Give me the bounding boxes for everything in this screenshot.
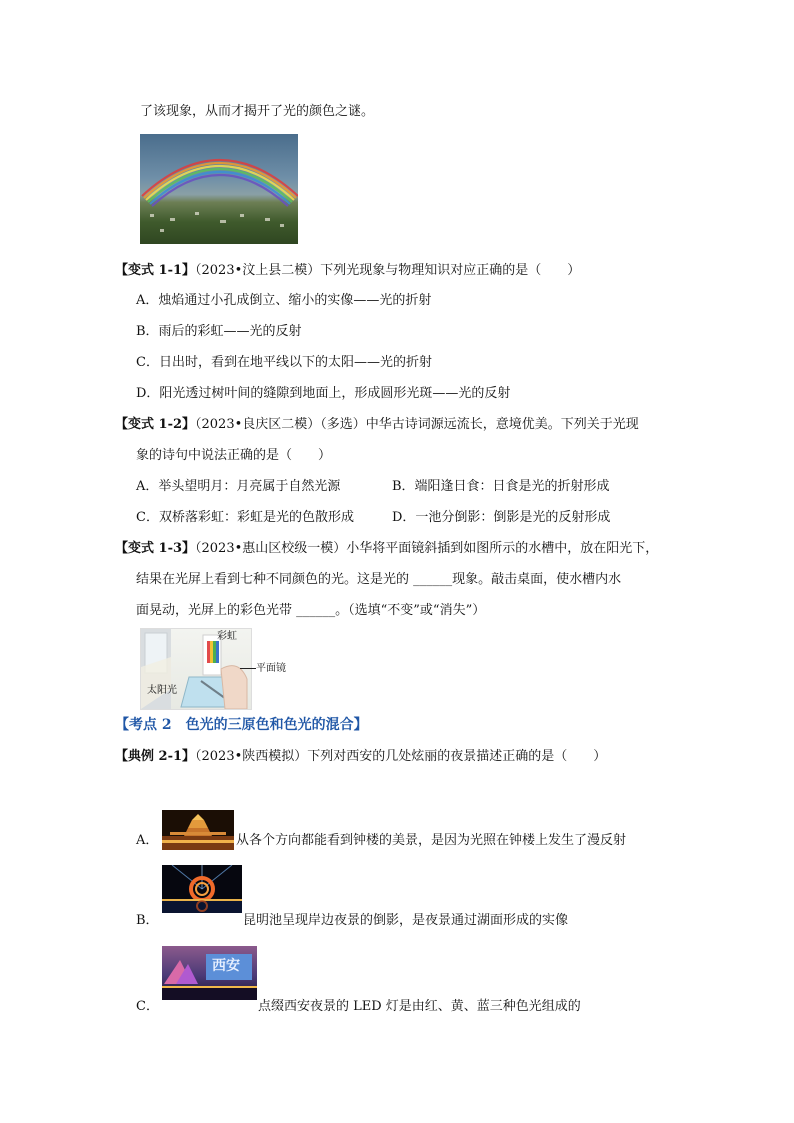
option-a: A．烛焰通过小孔成倒立、缩小的实像——光的折射 <box>136 293 432 308</box>
mirror-leader-line <box>240 668 256 669</box>
kunming-pool-drawing <box>162 865 242 913</box>
water-tank-figure <box>140 628 252 710</box>
option-a-text: 从各个方向都能看到钟楼的美景，是因为光照在钟楼上发生了漫反射 <box>236 833 627 848</box>
option-b-text: 昆明池呈现岸边夜景的倒影，是夜景通过湖面形成的实像 <box>243 913 569 928</box>
question-stem-line2: 象的诗句中说法正确的是（ ） <box>136 448 332 463</box>
question-stem: （2023•陕西模拟）下列对西安的几处炫丽的夜景描述正确的是（ ） <box>195 749 607 764</box>
question-1-3 <box>115 540 658 558</box>
bell-tower-photo <box>162 810 234 850</box>
question-tag: 【典例 2-1】 <box>115 749 196 764</box>
question-stem: （2023•汶上县二模）下列光现象与物理知识对应正确的是（ ） <box>195 263 581 278</box>
question-1-2 <box>115 416 639 434</box>
rainbow-drawing <box>140 134 298 244</box>
question-tag: 【变式 1-3】 <box>115 541 196 556</box>
intro-text: 了该现象，从而才揭开了光的颜色之谜。 <box>140 104 375 119</box>
question-stem-line3: 面晃动，光屏上的彩色光带 ______。（选填“不变”或“消失”） <box>136 603 486 618</box>
question-stem-line2: 结果在光屏上看到七种不同颜色的光。这是光的 ______现象。敲击桌面，使水槽内水 <box>136 572 622 587</box>
question-tag: 【变式 1-1】 <box>115 263 196 278</box>
xian-sign: 西安 <box>212 958 240 974</box>
option-a-letter: A． <box>136 833 159 848</box>
option-c: C．双桥落彩虹：彩虹是光的色散形成 <box>136 510 354 525</box>
question-stem-line1: （2023•惠山区校级一模）小华将平面镜斜插到如图所示的水槽中，放在阳光下， <box>195 541 659 556</box>
label-mirror: 平面镜 <box>256 663 286 674</box>
question-2-1 <box>115 748 606 766</box>
bell-tower-drawing <box>162 810 234 850</box>
question-1-1 <box>115 262 580 280</box>
label-rainbow: 彩虹 <box>217 631 237 642</box>
section-heading: 【考点 2 色光的三原色和色光的混合】 <box>115 717 368 733</box>
kunming-pool-photo <box>162 865 242 913</box>
option-b: B．端阳逢日食：日食是光的折射形成 <box>392 479 610 494</box>
option-a: A．举头望明月：月亮属于自然光源 <box>136 479 341 494</box>
xian-led-drawing <box>162 946 257 1000</box>
label-sunlight: 太阳光 <box>147 685 177 696</box>
option-c-letter: C． <box>136 999 159 1014</box>
option-d: D．阳光透过树叶间的缝隙到地面上，形成圆形光斑——光的反射 <box>136 386 511 401</box>
option-c: C．日出时，看到在地平线以下的太阳——光的折射 <box>136 355 432 370</box>
option-b: B．雨后的彩虹——光的反射 <box>136 324 302 339</box>
option-d: D．一池分倒影：倒影是光的反射形成 <box>392 510 611 525</box>
rainbow-photo <box>140 134 298 244</box>
xian-led-photo <box>162 946 257 1000</box>
question-stem-line1: （2023•良庆区二模）（多选）中华古诗词源远流长，意境优美。下列关于光现 <box>195 417 639 432</box>
option-c-text: 点缀西安夜景的 LED 灯是由红、黄、蓝三种色光组成的 <box>258 999 581 1014</box>
option-b-letter: B． <box>136 913 159 928</box>
question-tag: 【变式 1-2】 <box>115 417 196 432</box>
